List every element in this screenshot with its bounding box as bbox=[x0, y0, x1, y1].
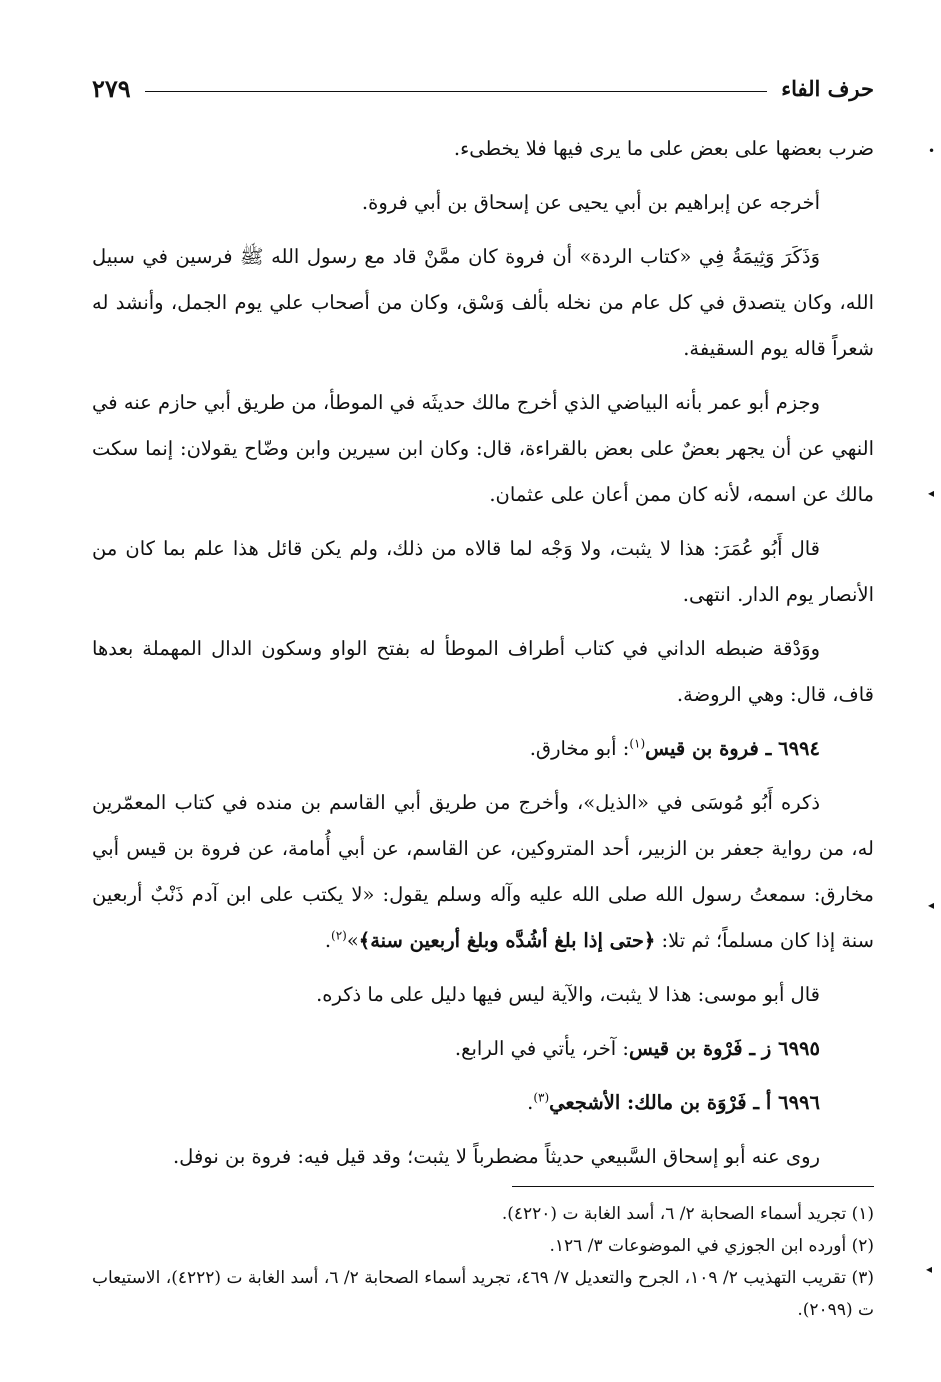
footnote-ref: (٢) bbox=[331, 928, 347, 943]
margin-bullet-icon: • bbox=[928, 144, 936, 158]
paragraph-text: ذكره أَبُو مُوسَى في «الذيل»، وأخرج من طريق أبي القاسم بن منده في كتاب المعمّرين له، من رواية جعفر بن الزبير، أحد المتروكين، عن القاسم، عن أبي أُمامة، عن فروة بن قيس أبي مخارق: سمعتُ رسول الله صلى الله عليه وآله وسلم يقول: «لا يكتب على ابن آدم ذَنْبٌ أربعين سنة إذا كان مسلماً؛ ثم تلا: bbox=[92, 791, 874, 952]
footnote: (١) تجريد أسماء الصحابة ٢/ ٦، أسد الغابة ت (٤٢٢٠). bbox=[501, 1204, 874, 1224]
paragraph: قال أبو موسى: هذا لا يثبت، والآية ليس فيها دليل على ما ذكره. bbox=[316, 983, 820, 1006]
page-header bbox=[92, 68, 874, 108]
margin-arrow-icon: ◂ bbox=[928, 898, 935, 912]
entry-end: . bbox=[527, 1091, 534, 1114]
entry-text: : آخر، يأتي في الرابع. bbox=[454, 1037, 629, 1060]
main-text bbox=[92, 126, 874, 1188]
entry-heading: ٦٩٩٥ ز ـ فَرْوة بن قيس bbox=[628, 1037, 820, 1060]
paragraph: ووَدْقة ضبطه الداني في كتاب أطراف الموطأ له بفتح الواو وسكون الدال المهملة بعدها قاف، قال: وهي الروضة. bbox=[92, 637, 874, 706]
paragraph bbox=[92, 780, 874, 964]
footnotes bbox=[92, 1198, 874, 1326]
entry-6996 bbox=[92, 1080, 874, 1126]
footnote-ref: (١) bbox=[629, 736, 646, 751]
entry-6994 bbox=[92, 726, 874, 772]
running-head: حرف الفاء bbox=[781, 75, 874, 101]
paragraph: وَذَكَرَ وَثِيمَةُ فِي «كتاب الردة» أن فروة كان ممَّنْ قاد مع رسول الله ﷺ فرسين في سبيل الله، وكان يتصدق في كل عام من نخله بألف وَسْق، وكان من أصحاب علي يوم الجمل، وأنشد له شعراً قاله يوم السقيفة. bbox=[92, 245, 874, 360]
paragraph: وجزم أبو عمر بأنه البياضي الذي أخرج مالك حديثَه في الموطأ، من طريق أبي حازم عنه في النهي عن أن يجهر بعضٌ على بعض بالقراءة، قال: وكان ابن سيرين وابن وضّاح يقولان: إنما سكت مالك عن اسمه، لأنه كان ممن أعان على عثمان. bbox=[92, 391, 874, 506]
margin-arrow-icon: ◂ bbox=[926, 1262, 933, 1276]
quran-quote: ﴿حتى إذا بلغ أشُدَّه وبلغ أربعين سنة﴾ bbox=[358, 929, 656, 952]
footnote: (٢) أورده ابن الجوزي في الموضوعات ٣/ ١٢٦. bbox=[549, 1236, 874, 1256]
paragraph: أخرجه عن إبراهيم بن أبي يحيى عن إسحاق بن أبي فروة. bbox=[361, 191, 820, 214]
paragraph: قال أَبُو عُمَرَ: هذا لا يثبت، ولا وَجْه لما قالاه من ذلك، ولم يكن قائل هذا علم بما كان من الأنصار يوم الدار. انتهى. bbox=[92, 537, 874, 606]
margin-arrow-icon: ◂ bbox=[928, 486, 935, 500]
paragraph: ضرب بعضها على بعض على ما يرى فيها فلا يخطىء. bbox=[453, 137, 874, 160]
footnote-ref: (٣) bbox=[533, 1090, 550, 1105]
quote-close: » bbox=[346, 929, 359, 952]
entry-heading: ٦٩٩٦ أ ـ فَرْوَة بن مالك bbox=[634, 1091, 820, 1114]
paragraph-end: . bbox=[324, 929, 332, 952]
paragraph: روى عنه أبو إسحاق السَّبيعي حديثاً مضطرباً لا يثبت؛ وقد قيل فيه: فروة بن نوفل. bbox=[172, 1145, 820, 1168]
entry-text: : أبو مخارق. bbox=[529, 737, 630, 760]
header-rule bbox=[145, 91, 768, 92]
entry-text: : الأشجعي bbox=[549, 1091, 635, 1114]
footnote-separator bbox=[512, 1186, 874, 1187]
entry-heading: ٦٩٩٤ ـ فروة بن قيس bbox=[645, 737, 820, 760]
entry-6995 bbox=[92, 1026, 874, 1072]
page-number: ٢٧٩ bbox=[92, 73, 131, 103]
footnote: (٣) تقريب التهذيب ٢/ ١٠٩، الجرح والتعديل ٧/ ٤٦٩، تجريد أسماء الصحابة ٢/ ٦، أسد الغابة ت (٤٢٢٢)، الاستيعاب ت (٢٠٩٩). bbox=[92, 1268, 874, 1320]
